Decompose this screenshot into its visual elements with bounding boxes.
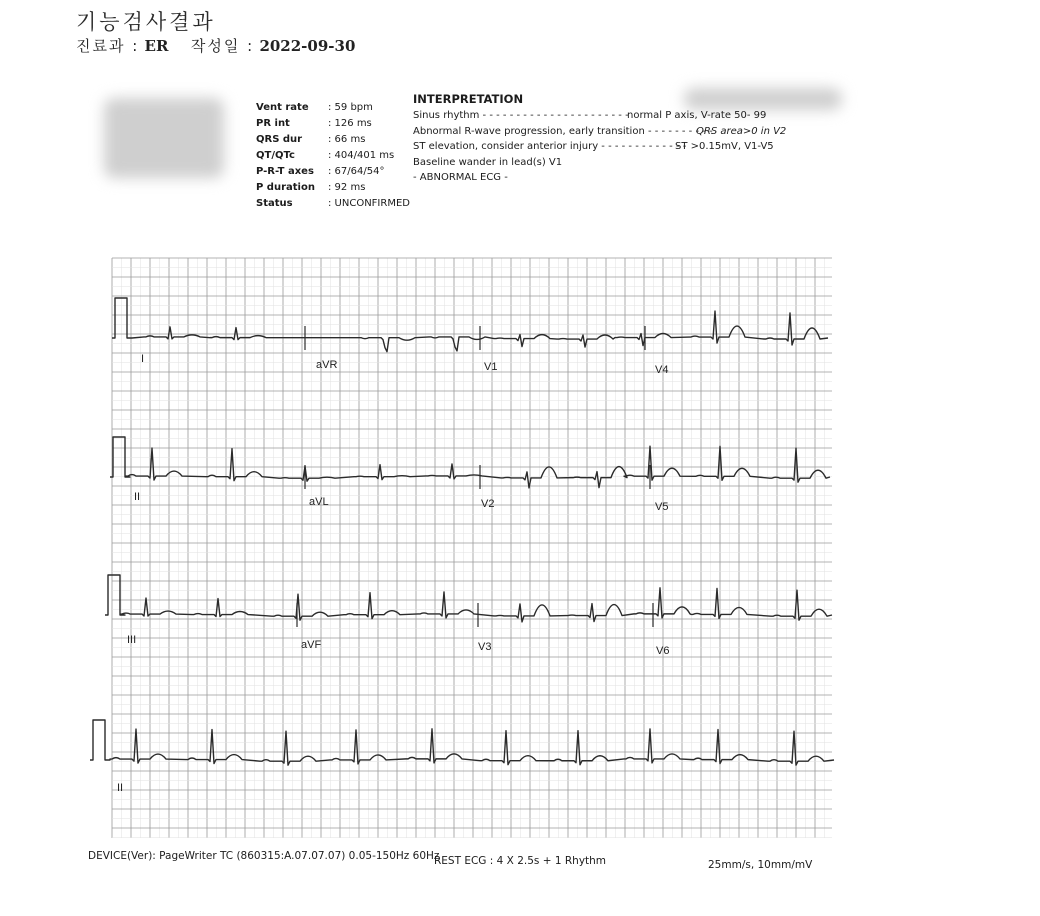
lead-label-rhythm-II: II [117, 782, 124, 794]
ecg-lead-labels [117, 353, 669, 794]
lead-label-aVR: aVR [316, 359, 338, 371]
lead-label-V2: V2 [481, 498, 495, 510]
measurement-row: Vent rate : 59 bpm [256, 102, 373, 113]
lead-label-aVL: aVL [309, 496, 329, 508]
measurement-row: P duration : 92 ms [256, 182, 366, 193]
interpretation-line: Baseline wander in lead(s) V1 [413, 156, 563, 168]
department-label: 진료과 : [76, 37, 140, 55]
measurement-row: PR int : 126 ms [256, 118, 372, 129]
department-value: ER [144, 37, 169, 55]
interpretation-line: Abnormal R-wave progression, early transition - - - - - - - - - - QRS area>0 in V2 [413, 124, 713, 140]
date-label: 작성일 : [190, 37, 255, 55]
measurement-row: P-R-T axes : 67/64/54° [256, 166, 385, 177]
lead-label-V3: V3 [478, 641, 492, 653]
interpretation-heading: INTERPRETATION [413, 92, 524, 106]
measurement-row: Status : UNCONFIRMED [256, 198, 410, 209]
lead-label-I: I [141, 353, 145, 365]
lead-label-V1: V1 [484, 361, 498, 373]
interpretation-criteria: normal P axis, V-rate 50- 99 [627, 110, 767, 121]
report-title: 기능검사결과 [76, 10, 216, 34]
ecg-trace-line [110, 437, 830, 488]
date-value: 2022-09-30 [259, 37, 356, 55]
measurement-row: QRS dur : 66 ms [256, 134, 366, 145]
lead-label-V5: V5 [655, 501, 669, 513]
paper-speed: 25mm/s, 10mm/mV [708, 859, 813, 871]
ecg-trace-line [105, 575, 832, 622]
lead-label-aVF: aVF [301, 639, 322, 651]
interpretation-line: ST elevation, consider anterior injury - - - - - - - - - - - - - ST >0.15mV, V1-V5 [413, 139, 713, 155]
lead-label-V6: V6 [656, 645, 670, 657]
interpretation-criteria: QRS area>0 in V2 [696, 125, 787, 137]
lead-label-V4: V4 [655, 364, 669, 376]
interpretation-line: - ABNORMAL ECG - [413, 172, 508, 183]
interpretation-line: Sinus rhythm - - - - - - - - - - - - - - - - - - - - - - normal P axis, V-rate 50- 99 [413, 108, 713, 124]
measurement-row: QT/QTc : 404/401 ms [256, 150, 395, 161]
lead-label-II: II [134, 491, 141, 503]
recording-mode: REST ECG : 4 X 2.5s + 1 Rhythm [434, 855, 607, 867]
lead-label-III: III [127, 634, 137, 646]
interpretation-criteria: ST >0.15mV, V1-V5 [675, 141, 774, 152]
device-info: DEVICE(Ver): PageWriter TC (860315:A.07.07.07) 0.05-150Hz 60Hz [88, 850, 440, 862]
ecg-grid [112, 258, 832, 838]
